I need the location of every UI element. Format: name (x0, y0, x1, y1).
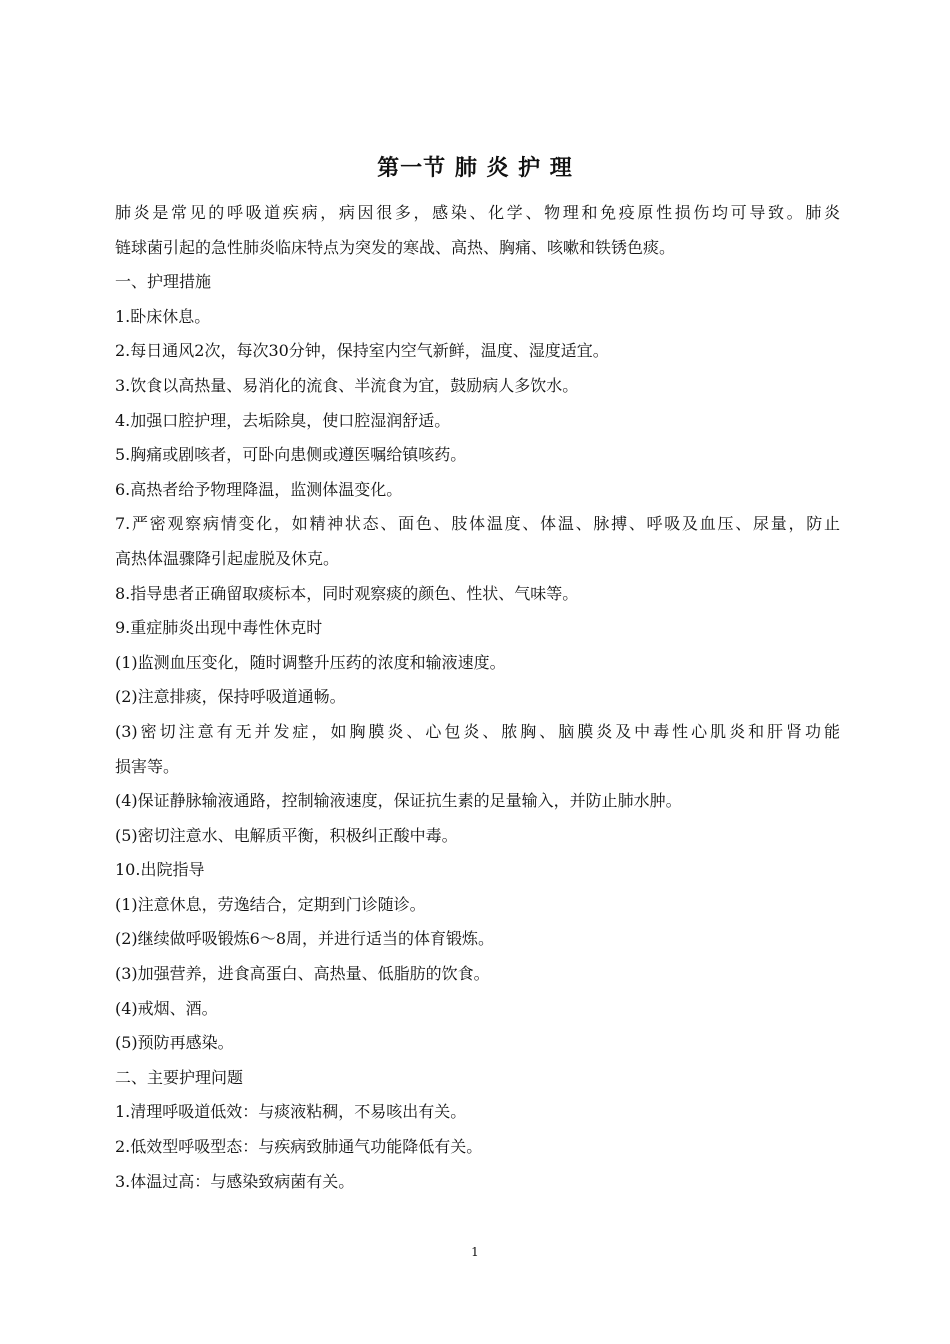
page-title: 第一节 肺 炎 护 理 (377, 155, 573, 181)
sub-list-item: (2)继续做呼吸锻炼6～8周，并进行适当的体育锻炼。 (115, 929, 495, 949)
sub-list-item: (4)保证静脉输液通路，控制输液速度，保证抗生素的足量输入，并防止肺水肿。 (115, 791, 682, 811)
list-item: 10.出院指导 (115, 860, 205, 880)
list-item: 2.低效型呼吸型态：与疾病致肺通气功能降低有关。 (115, 1137, 483, 1157)
sub-list-item: (1)监测血压变化，随时调整升压药的浓度和输液速度。 (115, 652, 506, 672)
sub-list-item: (3)加强营养，进食高蛋白、高热量、低脂肪的饮食。 (115, 964, 490, 984)
list-item: 1.卧床休息。 (115, 306, 211, 326)
sub-list-item: (5)密切注意水、电解质平衡，积极纠正酸中毒。 (115, 825, 458, 845)
list-item: 1.清理呼吸道低效：与痰液粘稠，不易咳出有关。 (115, 1102, 467, 1122)
intro-line-1: 肺炎是常见的呼吸道疾病，病因很多，感染、化学、物理和免疫原性损伤均可导致。肺炎 (115, 203, 840, 222)
intro-line-2: 链球菌引起的急性肺炎临床特点为突发的寒战、高热、胸痛、咳嗽和铁锈色痰。 (115, 237, 676, 257)
list-item-continuation: 高热体温骤降引起虚脱及休克。 (115, 548, 340, 568)
section-heading-nursing-problems: 二、主要护理问题 (115, 1067, 244, 1087)
list-item: 6.高热者给予物理降温，监测体温变化。 (115, 479, 403, 499)
document-body (115, 196, 840, 1199)
sub-list-item: (4)戒烟、酒。 (115, 998, 218, 1018)
page-number: 1 (471, 1245, 479, 1259)
section-heading-nursing-measures: 一、护理措施 (115, 272, 212, 292)
list-item: 4.加强口腔护理，去垢除臭，使口腔湿润舒适。 (115, 410, 451, 430)
list-item: 8.指导患者正确留取痰标本，同时观察痰的颜色、性状、气味等。 (115, 583, 579, 603)
sub-list-item: (2)注意排痰，保持呼吸道通畅。 (115, 687, 346, 707)
list-item: 3.饮食以高热量、易消化的流食、半流食为宜，鼓励病人多饮水。 (115, 375, 579, 395)
list-item: 3.体温过高：与感染致病菌有关。 (115, 1171, 355, 1191)
sub-list-item-continuation: 损害等。 (115, 756, 180, 776)
sub-list-item: (3)密切注意有无并发症，如胸膜炎、心包炎、脓胸、脑膜炎及中毒性心肌炎和肝肾功能 (115, 721, 840, 741)
list-item: 5.胸痛或剧咳者，可卧向患侧或遵医嘱给镇咳药。 (115, 445, 467, 465)
sub-list-item: (1)注意休息，劳逸结合，定期到门诊随诊。 (115, 894, 426, 914)
list-item: 9.重症肺炎出现中毒性休克时 (115, 618, 323, 638)
sub-list-item: (5)预防再感染。 (115, 1033, 234, 1053)
list-item: 7.严密观察病情变化，如精神状态、面色、肢体温度、体温、脉搏、呼吸及血压、尿量，防止 (115, 514, 840, 534)
list-item: 2.每日通风2次，每次30分钟，保持室内空气新鲜，温度、湿度适宜。 (115, 341, 609, 361)
